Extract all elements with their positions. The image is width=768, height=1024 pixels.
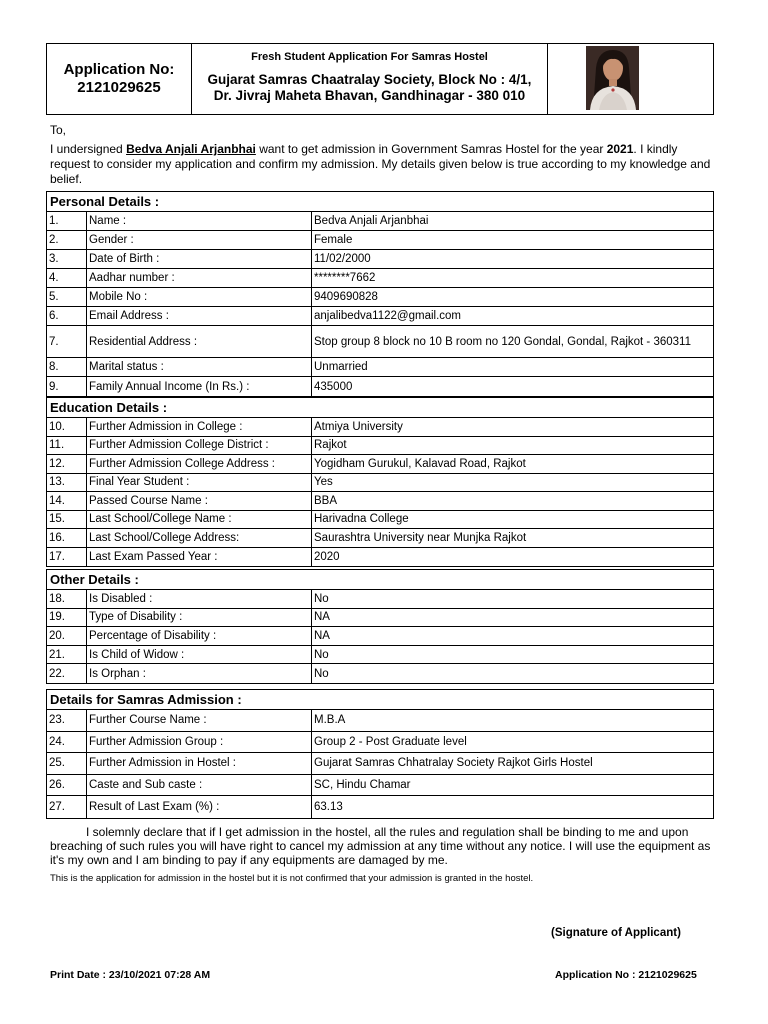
row-label: Residential Address : [87, 326, 312, 357]
samras-admission-section [46, 689, 714, 819]
salutation: To, [50, 123, 67, 137]
row-number: 1. [47, 212, 87, 230]
table-row [47, 437, 713, 456]
admission-year: 2021 [606, 142, 634, 156]
applicant-photo [586, 46, 639, 110]
table-row [47, 326, 713, 358]
table-row [47, 269, 713, 288]
row-number: 26. [47, 775, 87, 796]
row-label: Caste and Sub caste : [87, 775, 312, 796]
signature-label: (Signature of Applicant) [551, 927, 681, 939]
row-number: 27. [47, 796, 87, 818]
admission-note: This is the application for admission in the hostel but it is not confirmed that your admission is granted in the hostel. [50, 873, 534, 884]
print-date: Print Date : 23/10/2021 07:28 AM [50, 969, 211, 981]
table-row [47, 732, 713, 754]
application-number-label: Application No: [63, 61, 175, 78]
row-number: 15. [47, 511, 87, 529]
row-label: Type of Disability : [87, 609, 312, 627]
row-number: 7. [47, 326, 87, 357]
row-number: 19. [47, 609, 87, 627]
row-value: No [314, 667, 329, 680]
row-number: 18. [47, 590, 87, 608]
row-value: Stop group 8 block no 10 B room no 120 Gondal, Gondal, Rajkot - 360311 [314, 335, 691, 348]
row-value: ********7662 [314, 272, 376, 284]
row-label: Email Address : [87, 307, 312, 325]
row-number: 9. [47, 377, 87, 396]
row-value: 435000 [314, 380, 353, 393]
footer-application-number: Application No : 2121029625 [555, 969, 697, 981]
application-number-box [47, 44, 192, 114]
row-label: Family Annual Income (In Rs.) : [87, 377, 312, 396]
row-value: NA [314, 611, 330, 624]
row-value: 2020 [314, 550, 340, 563]
row-value: Rajkot [314, 439, 347, 452]
row-label: Further Admission College Address : [87, 455, 312, 473]
table-row [47, 664, 713, 683]
section-title: Personal Details : [47, 192, 713, 212]
row-label: Further Admission College District : [87, 437, 312, 455]
row-number: 10. [47, 418, 87, 436]
intro-suffix: . I kindly request to consider my application and confirm my admission. My details given below is true according to my knowledge and belief. [50, 142, 711, 186]
application-intro [50, 142, 716, 187]
row-number: 24. [47, 732, 87, 753]
section-title: Education Details : [47, 398, 713, 418]
row-label: Percentage of Disability : [87, 627, 312, 645]
row-label: Further Admission Group : [87, 732, 312, 753]
row-value: anjalibedva1122@gmail.com [314, 310, 461, 322]
society-info [192, 44, 548, 114]
table-row [47, 474, 713, 493]
row-number: 5. [47, 288, 87, 306]
application-header [46, 43, 714, 115]
row-number: 2. [47, 231, 87, 249]
photo-cell [548, 44, 713, 114]
row-value: BBA [314, 494, 338, 507]
row-label: Is Disabled : [87, 590, 312, 608]
row-value: Group 2 - Post Graduate level [314, 735, 467, 748]
row-number: 6. [47, 307, 87, 325]
table-row [47, 710, 713, 732]
row-value: Atmiya University [314, 420, 403, 433]
row-value: NA [314, 629, 330, 642]
row-label: Last School/College Address: [87, 529, 312, 547]
table-row [47, 627, 713, 646]
society-line-2: Dr. Jivraj Maheta Bhavan, Gandhinagar - 380 010 [213, 88, 526, 103]
table-row [47, 548, 713, 567]
table-row [47, 358, 713, 377]
table-row [47, 529, 713, 548]
application-number-value: 2121029625 [77, 79, 161, 96]
row-number: 13. [47, 474, 87, 492]
row-label: Name : [87, 212, 312, 230]
row-value: Saurashtra University near Munjka Rajkot [314, 531, 527, 544]
row-label: Last School/College Name : [87, 511, 312, 529]
row-label: Further Course Name : [87, 710, 312, 731]
row-label: Result of Last Exam (%) : [87, 796, 312, 818]
table-row [47, 511, 713, 530]
intro-prefix: I undersigned [50, 142, 127, 156]
row-value: SC, Hindu Chamar [314, 779, 411, 792]
table-row [47, 212, 713, 231]
row-value: M.B.A [314, 714, 346, 727]
row-value: Unmarried [314, 361, 368, 373]
row-number: 14. [47, 492, 87, 510]
section-title: Details for Samras Admission : [47, 690, 713, 710]
row-label: Marital status : [87, 358, 312, 376]
row-value: Yes [314, 476, 333, 489]
society-address [192, 72, 547, 104]
table-row [47, 231, 713, 250]
table-row [47, 288, 713, 307]
row-number: 20. [47, 627, 87, 645]
row-number: 21. [47, 646, 87, 664]
table-row [47, 492, 713, 511]
row-number: 8. [47, 358, 87, 376]
table-row [47, 418, 713, 437]
education-details-section [46, 397, 714, 567]
row-number: 12. [47, 455, 87, 473]
row-label: Last Exam Passed Year : [87, 548, 312, 567]
row-value: Female [314, 234, 353, 246]
row-number: 23. [47, 710, 87, 731]
table-row [47, 455, 713, 474]
row-number: 11. [47, 437, 87, 455]
table-row [47, 796, 713, 818]
row-number: 3. [47, 250, 87, 268]
row-value: Yogidham Gurukul, Kalavad Road, Rajkot [314, 457, 526, 470]
row-number: 17. [47, 548, 87, 567]
other-details-section [46, 569, 714, 684]
table-row [47, 646, 713, 665]
table-row [47, 307, 713, 326]
row-value: No [314, 648, 329, 661]
row-value: Gujarat Samras Chhatralay Society Rajkot Girls Hostel [314, 757, 593, 770]
personal-details-section [46, 191, 714, 397]
row-value: Bedva Anjali Arjanbhai [314, 215, 429, 227]
row-label: Passed Course Name : [87, 492, 312, 510]
form-title: Fresh Student Application For Samras Hostel [251, 51, 488, 63]
row-label: Is Child of Widow : [87, 646, 312, 664]
row-label: Date of Birth : [87, 250, 312, 268]
row-label: Mobile No : [87, 288, 312, 306]
row-number: 4. [47, 269, 87, 287]
table-row [47, 590, 713, 609]
row-label: Aadhar number : [87, 269, 312, 287]
row-value: 11/02/2000 [314, 253, 371, 265]
row-value: No [314, 592, 329, 605]
row-value: Harivadna College [314, 513, 409, 526]
row-label: Final Year Student : [87, 474, 312, 492]
table-row [47, 609, 713, 628]
table-row [47, 753, 713, 775]
row-number: 16. [47, 529, 87, 547]
society-line-1: Gujarat Samras Chaatralay Society, Block No : 4/1, [207, 72, 532, 87]
row-value: 9409690828 [314, 291, 378, 303]
table-row [47, 775, 713, 797]
row-label: Further Admission in Hostel : [87, 753, 312, 774]
intro-middle: want to get admission in Government Samras Hostel for the year [255, 142, 607, 156]
row-label: Gender : [87, 231, 312, 249]
row-label: Further Admission in College : [87, 418, 312, 436]
declaration-text: I solemnly declare that if I get admission in the hostel, all the rules and regulation shall be binding to me and upon breaching of such rules you will have right to cancel my admission at any time without any notice. I will use the equipment as it's my own and I am binding to pay if any equipments are damaged by me. [50, 825, 711, 867]
table-row [47, 250, 713, 269]
applicant-name-inline: Bedva Anjali Arjanbhai [126, 142, 256, 156]
row-number: 22. [47, 664, 87, 683]
row-number: 25. [47, 753, 87, 774]
section-title: Other Details : [47, 570, 713, 590]
row-label: Is Orphan : [87, 664, 312, 683]
row-value: 63.13 [314, 801, 343, 814]
table-row [47, 377, 713, 396]
